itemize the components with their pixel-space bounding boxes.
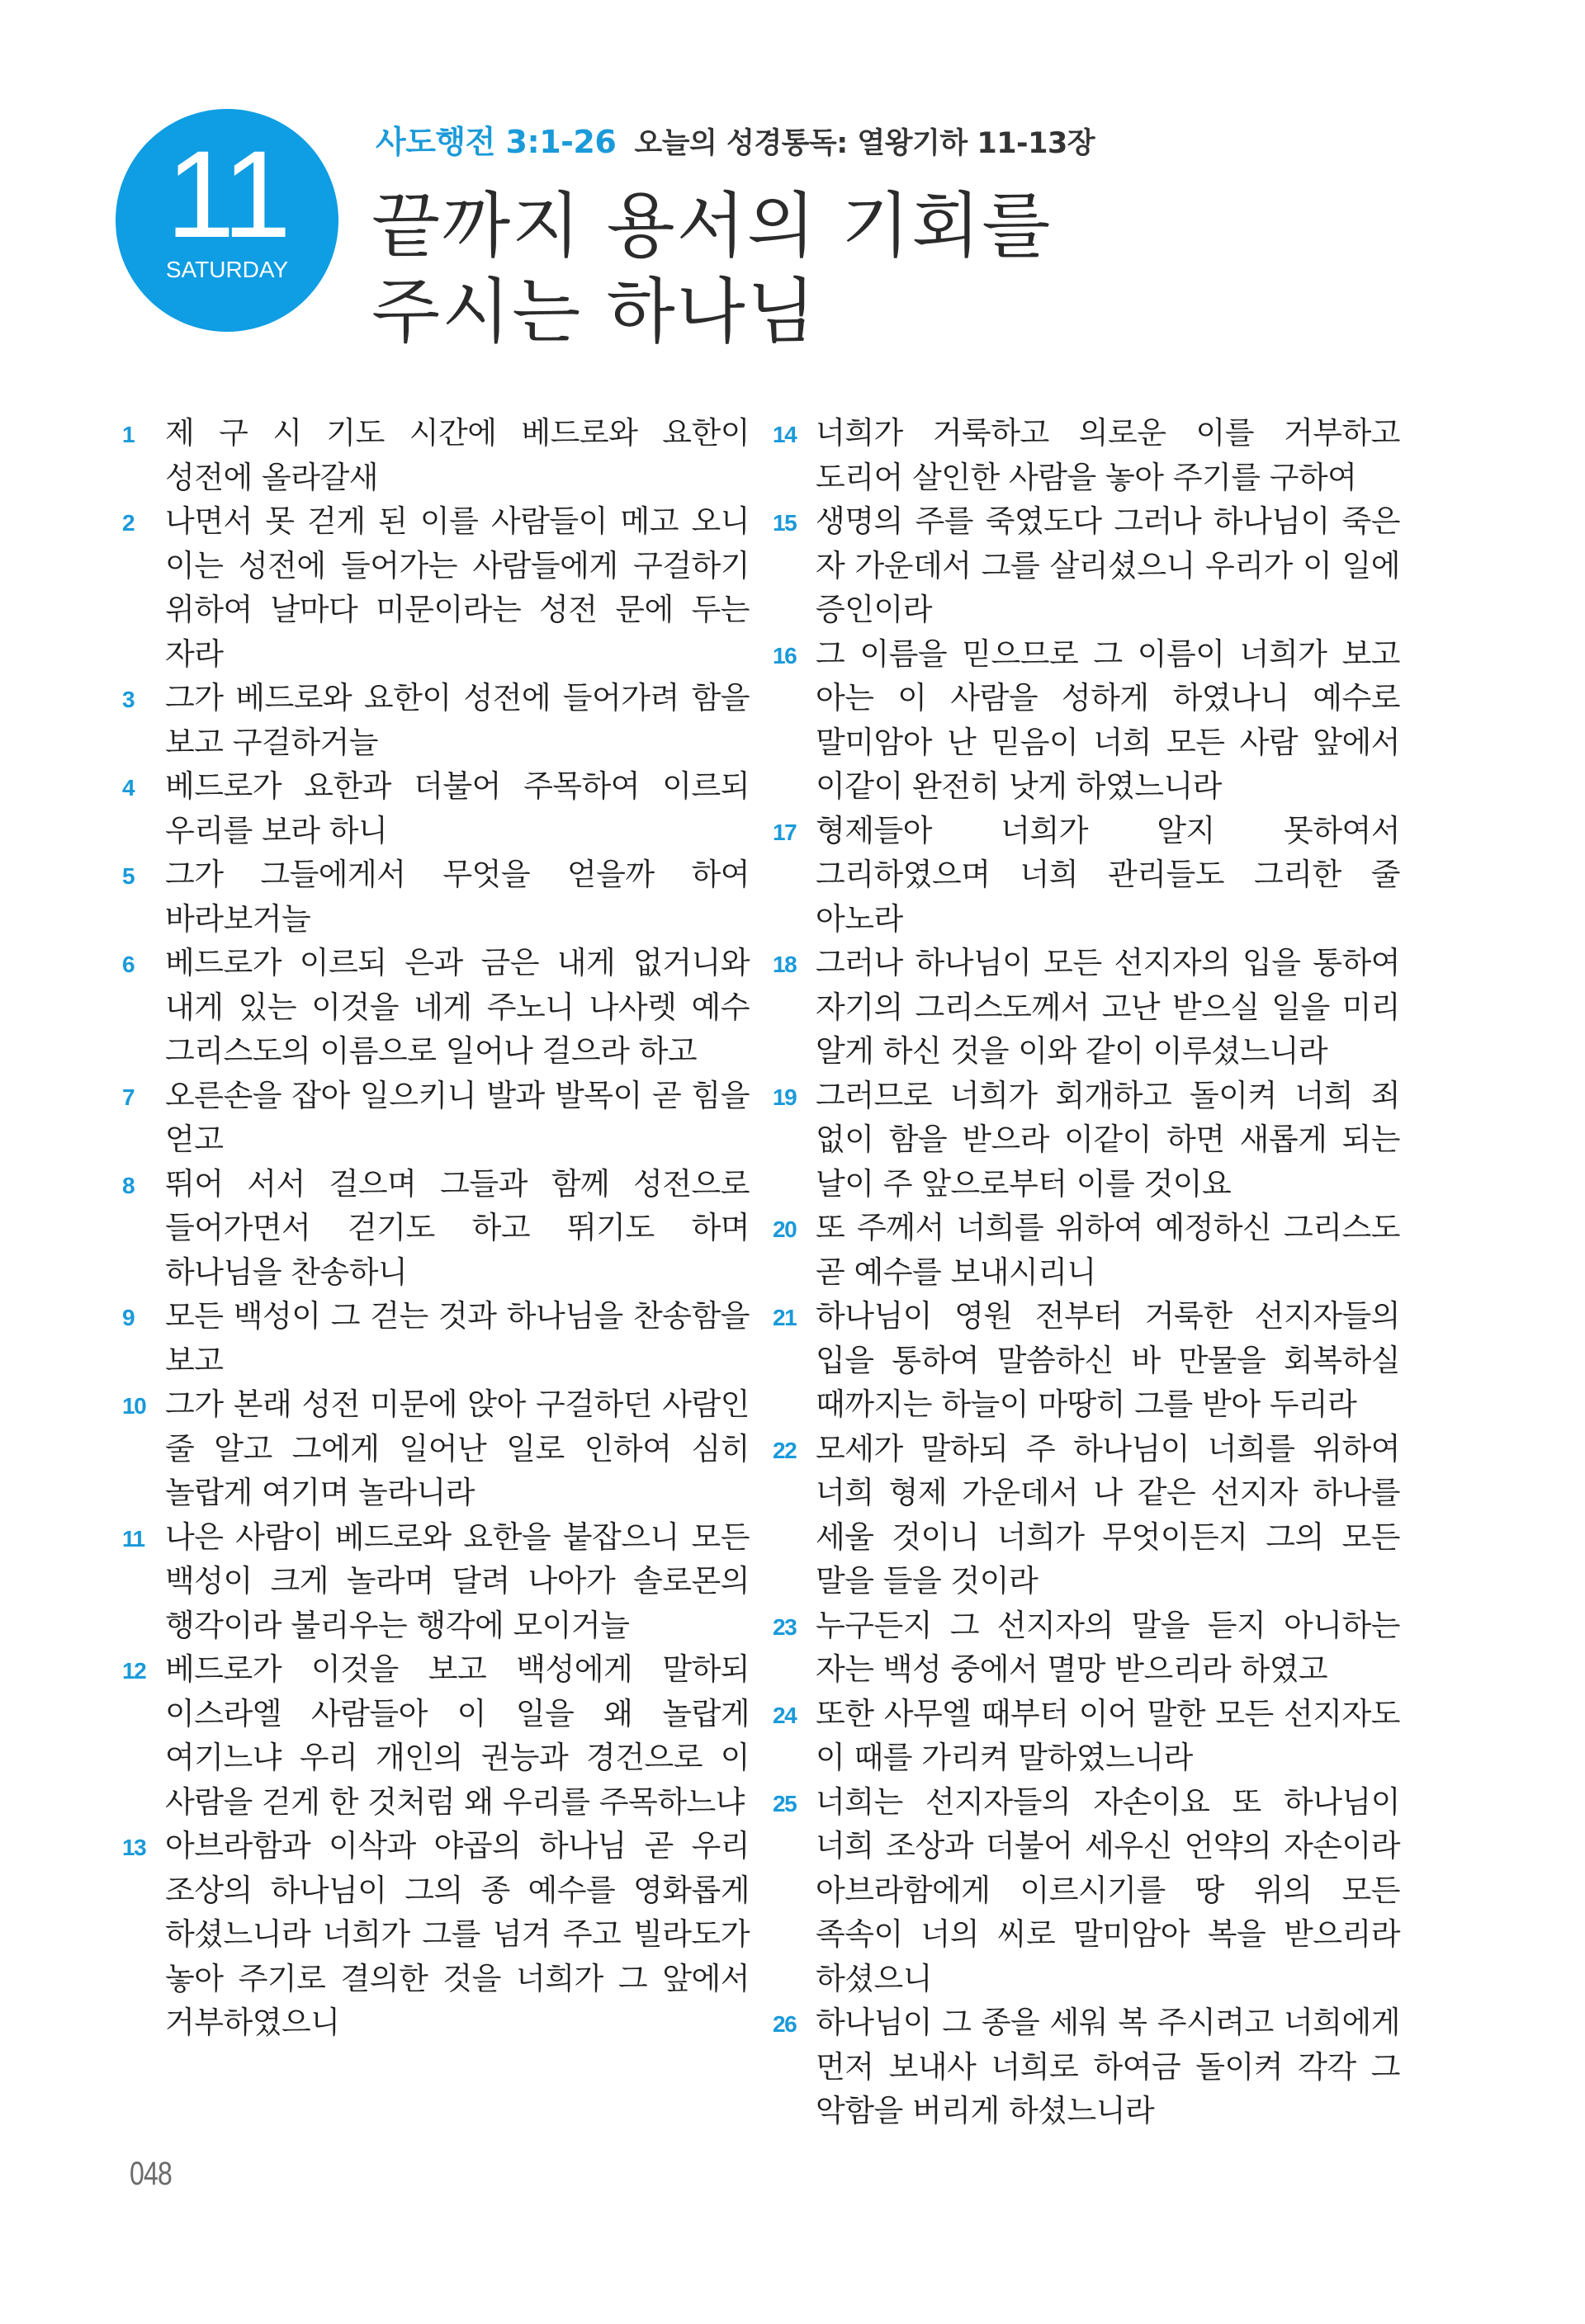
verse-text: 너희는 선지자들의 자손이요 또 하나님이 너희 조상과 더불어 세우신 언약의 자손이라 아브라함에게 이르시기를 땅 위의 모든 족속이 너의 씨로 말미암아 복을 받으리라 하셨으니	[816, 1783, 1400, 1996]
verse-number: 5	[122, 863, 135, 889]
date-day-number: 11	[166, 125, 288, 263]
verse-number: 24	[773, 1702, 797, 1728]
verse-text: 하나님이 영원 전부터 거룩한 선지자들의 입을 통하여 말씀하신 바 만물을 회복하실 때까지는 하늘이 마땅히 그를 받아 두리라	[816, 1298, 1400, 1422]
verse-item	[773, 1074, 1400, 1207]
verse-item	[773, 809, 1400, 942]
verse-number: 4	[122, 775, 135, 801]
verse-text: 제 구 시 기도 시간에 베드로와 요한이 성전에 올라갈새	[165, 415, 750, 495]
verse-item	[122, 1647, 750, 1824]
verse-text: 모든 백성이 그 걷는 것과 하나님을 찬송함을 보고	[165, 1298, 750, 1378]
verse-item	[773, 1692, 1400, 1780]
verse-number: 14	[773, 422, 797, 447]
verse-text: 하나님이 그 종을 세워 복 주시려고 너희에게 먼저 보내사 너희로 하여금 돌이켜 각각 그 악함을 버리게 하셨느니라	[816, 2005, 1400, 2128]
verse-item	[773, 941, 1400, 1074]
verse-item	[122, 1294, 750, 1382]
verse-text: 그러나 하나님이 모든 선지자의 입을 통하여 자기의 그리스도께서 고난 받으실 일을 미리 알게 하신 것을 이와 같이 이루셨느니라	[816, 945, 1400, 1069]
scripture-reference: 사도행전 3:1-26	[376, 124, 617, 160]
verse-number: 26	[773, 2011, 797, 2037]
verse-item	[122, 411, 750, 499]
page-title	[371, 183, 1052, 355]
verse-number: 16	[773, 642, 797, 668]
verse-number: 17	[773, 819, 797, 845]
verse-text: 누구든지 그 선지자의 말을 듣지 아니하는 자는 백성 중에서 멸망 받으리라 하였고	[816, 1607, 1400, 1687]
verse-number: 22	[773, 1437, 797, 1463]
verse-item	[773, 632, 1400, 809]
verse-item	[773, 1206, 1400, 1294]
verse-text: 그 이름을 믿으므로 그 이름이 너희가 보고 아는 이 사람을 성하게 하였나니 예수로 말미암아 난 믿음이 너희 모든 사람 앞에서 이같이 완전히 낫게 하였느니라	[816, 635, 1400, 804]
verse-number: 10	[122, 1393, 146, 1419]
verse-column-right	[773, 411, 1400, 2133]
verse-number: 7	[122, 1084, 135, 1110]
verse-text: 오른손을 잡아 일으키니 발과 발목이 곧 힘을 얻고	[165, 1077, 750, 1157]
verse-item	[773, 1294, 1400, 1427]
verse-item	[773, 411, 1400, 499]
verse-number: 18	[773, 952, 797, 977]
verse-text: 나은 사람이 베드로와 요한을 붙잡으니 모든 백성이 크게 놀라며 달려 나아가 솔로몬의 행각이라 불리우는 행각에 모이거늘	[165, 1519, 750, 1643]
verse-number: 15	[773, 510, 797, 536]
verse-text: 나면서 못 걷게 된 이를 사람들이 메고 오니 이는 성전에 들어가는 사람들에게 구걸하기 위하여 날마다 미문이라는 성전 문에 두는 자라	[165, 503, 750, 672]
verse-number: 6	[122, 952, 135, 977]
verse-text: 베드로가 요한과 더불어 주목하여 이르되 우리를 보라 하니	[165, 768, 750, 848]
verse-number: 2	[122, 510, 135, 536]
page-title-line-2: 주시는 하나님	[371, 271, 817, 353]
verse-text: 아브라함과 이삭과 야곱의 하나님 곧 우리 조상의 하나님이 그의 종 예수를 영화롭게 하셨느니라 너희가 그를 넘겨 주고 빌라도가 놓아 주기로 결의한 것을 너희가 그 앞에서 거부하였으니	[165, 1828, 750, 2040]
verse-item	[122, 1162, 750, 1295]
verse-text: 그가 본래 성전 미문에 앉아 구걸하던 사람인 줄 알고 그에게 일어난 일로 인하여 심히 놀랍게 여기며 놀라니라	[165, 1386, 750, 1510]
verse-item	[773, 1427, 1400, 1604]
page-number: 048	[130, 2156, 172, 2192]
verse-item	[122, 1074, 750, 1162]
page-title-line-1: 끝까지 용서의 기회를	[371, 185, 1053, 267]
verse-item	[122, 676, 750, 764]
verse-text: 모세가 말하되 주 하나님이 너희를 위하여 너희 형제 가운데서 나 같은 선지자 하나를 세울 것이니 너희가 무엇이든지 그의 모든 말을 들을 것이라	[816, 1430, 1400, 1599]
verse-number: 19	[773, 1084, 797, 1110]
verse-item	[122, 1382, 750, 1515]
verse-item	[122, 764, 750, 853]
verse-text: 생명의 주를 죽였도다 그러나 하나님이 죽은 자 가운데서 그를 살리셨으니 우리가 이 일에 증인이라	[816, 503, 1400, 627]
verse-item	[773, 2000, 1400, 2133]
verse-item	[122, 941, 750, 1074]
daily-reading-plan: 오늘의 성경통독: 열왕기하 11-13장	[634, 127, 1095, 160]
verse-column-left	[122, 411, 750, 2045]
verse-number: 12	[122, 1658, 146, 1684]
verse-number: 9	[122, 1305, 135, 1330]
verse-item	[122, 853, 750, 941]
date-badge	[116, 109, 338, 332]
verse-text: 그가 그들에게서 무엇을 얻을까 하여 바라보거늘	[165, 857, 750, 937]
verse-text: 뛰어 서서 걸으며 그들과 함께 성전으로 들어가면서 걷기도 하고 뛰기도 하며 하나님을 찬송하니	[165, 1165, 750, 1290]
verse-number: 21	[773, 1305, 797, 1330]
verse-item	[122, 499, 750, 676]
verse-text: 너희가 거룩하고 의로운 이를 거부하고 도리어 살인한 사람을 놓아 주기를 구하여	[816, 415, 1400, 495]
verse-number: 8	[122, 1172, 135, 1198]
verse-item	[773, 1604, 1400, 1692]
verse-item	[773, 1780, 1400, 2001]
verse-text: 그러므로 너희가 회개하고 돌이켜 너희 죄 없이 함을 받으라 이같이 하면 새롭게 되는 날이 주 앞으로부터 이를 것이요	[816, 1077, 1400, 1202]
verse-number: 1	[122, 422, 135, 447]
date-weekday-label: SATURDAY	[165, 257, 289, 282]
verse-number: 20	[773, 1216, 797, 1242]
header-subline	[376, 122, 1095, 163]
verse-text: 그가 베드로와 요한이 성전에 들어가려 함을 보고 구걸하거늘	[165, 680, 750, 760]
verse-number: 3	[122, 687, 135, 712]
verse-text: 또 주께서 너희를 위하여 예정하신 그리스도 곧 예수를 보내시리니	[816, 1210, 1400, 1290]
verse-item	[122, 1824, 750, 2045]
verse-number: 11	[122, 1525, 144, 1552]
verse-number: 25	[773, 1790, 797, 1816]
verse-number: 23	[773, 1613, 797, 1640]
verse-text: 베드로가 이것을 보고 백성에게 말하되 이스라엘 사람들아 이 일을 왜 놀랍게 여기느냐 우리 개인의 권능과 경건으로 이 사람을 걷게 한 것처럼 왜 우리를 주목하느냐	[165, 1651, 750, 1820]
verse-text: 베드로가 이르되 은과 금은 내게 없거니와 내게 있는 이것을 네게 주노니 나사렛 예수 그리스도의 이름으로 일어나 걸으라 하고	[165, 945, 750, 1069]
verse-text: 형제들아 너희가 알지 못하여서 그리하였으며 너희 관리들도 그리한 줄 아노라	[816, 812, 1400, 937]
verse-item	[122, 1515, 750, 1648]
verse-text: 또한 사무엘 때부터 이어 말한 모든 선지자도 이 때를 가리켜 말하였느니라	[816, 1695, 1400, 1775]
verse-number: 13	[122, 1835, 146, 1860]
verse-item	[773, 499, 1400, 632]
